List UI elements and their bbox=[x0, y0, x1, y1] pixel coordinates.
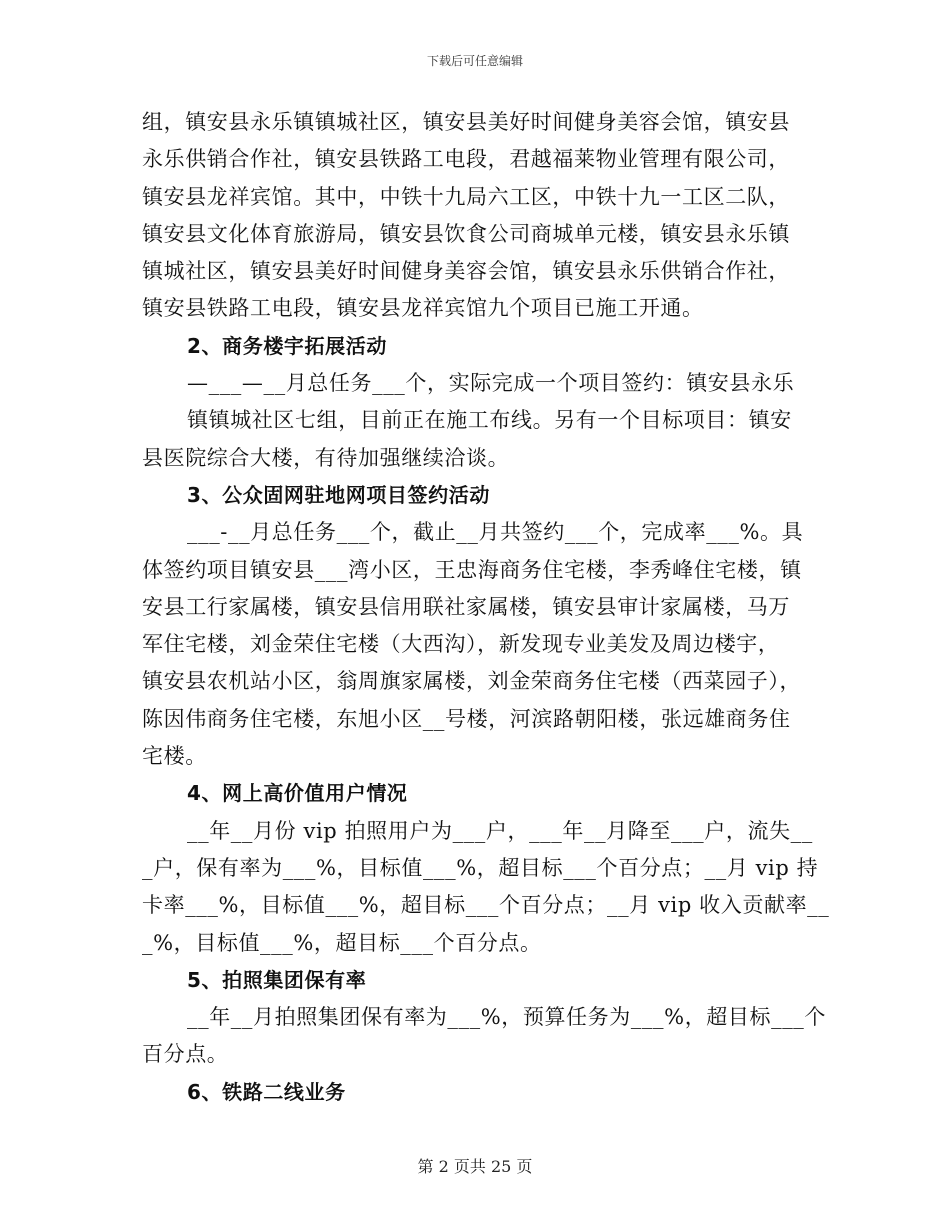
text-line: 镇安县铁路工电段，镇安县龙祥宾馆九个项目已施工开通。 bbox=[142, 296, 704, 321]
page-header: 下载后可任意编辑 bbox=[426, 54, 523, 68]
section-heading: 5、拍照集团保有率 bbox=[187, 967, 367, 992]
text-line: ___-__月总任务___个，截止__月共签约___个，完成率___%。具 bbox=[187, 520, 804, 545]
text-line: __年__月份 vip 拍照用户为___户，___年__月降至___户，流失__ bbox=[187, 818, 813, 843]
text-line: 体签约项目镇安县___湾小区，王忠海商务住宅楼，李秀峰住宅楼，镇 bbox=[142, 557, 802, 582]
text-line: 县医院综合大楼，有待加强继续洽谈。 bbox=[142, 445, 510, 470]
text-line: 陈因伟商务住宅楼，东旭小区__号楼，河滨路朝阳楼，张远雄商务住 bbox=[142, 706, 791, 731]
text-line: _户，保有率为___%，目标值___%，超目标___个百分点；__月 vip 持 bbox=[142, 855, 819, 880]
text-line: _%，目标值___%，超目标___个百分点。 bbox=[142, 930, 542, 955]
section-heading: 6、铁路二线业务 bbox=[187, 1079, 346, 1104]
page-footer: 第 2 页共 25 页 bbox=[417, 1157, 533, 1176]
section-heading: 4、网上高价值用户情况 bbox=[187, 781, 408, 806]
text-line: 镇镇城社区七组，目前正在施工布线。另有一个目标项目：镇安 bbox=[187, 408, 792, 433]
text-line: 镇安县文化体育旅游局，镇安县饮食公司商城单元楼，镇安县永乐镇 bbox=[142, 221, 790, 246]
text-line: 镇安县农机站小区，翁周旗家属楼，刘金荣商务住宅楼（西菜园子）， bbox=[142, 669, 802, 694]
text-line: 卡率___%，目标值___%，超目标___个百分点；__月 vip 收入贡献率__ bbox=[142, 893, 830, 918]
text-line: 百分点。 bbox=[142, 1042, 229, 1067]
text-line: 永乐供销合作社，镇安县铁路工电段，君越福莱物业管理有限公司， bbox=[142, 147, 790, 172]
text-line: __年__月拍照集团保有率为___%，预算任务为___%，超目标___个 bbox=[187, 1005, 827, 1030]
text-line: 组，镇安县永乐镇镇城社区，镇安县美好时间健身美容会馆，镇安县 bbox=[142, 110, 790, 134]
text-line: 安县工行家属楼，镇安县信用联社家属楼，镇安县审计家属楼，马万 bbox=[142, 594, 790, 619]
section-heading: 3、公众固网驻地网项目签约活动 bbox=[187, 482, 490, 507]
document-body bbox=[142, 104, 830, 1111]
text-line: 宅楼。 bbox=[142, 744, 207, 769]
text-line: —___—__月总任务___个，实际完成一个项目签约：镇安县永乐 bbox=[187, 371, 795, 396]
text-line: 镇城社区，镇安县美好时间健身美容会馆，镇安县永乐供销合作社， bbox=[142, 259, 790, 284]
text-line: 军住宅楼，刘金荣住宅楼（大西沟），新发现专业美发及周边楼宇， bbox=[142, 632, 780, 657]
text-line: 镇安县龙祥宾馆。其中，中铁十九局六工区，中铁十九一工区二队， bbox=[142, 184, 790, 209]
section-heading: 2、商务楼宇拓展活动 bbox=[187, 333, 387, 358]
